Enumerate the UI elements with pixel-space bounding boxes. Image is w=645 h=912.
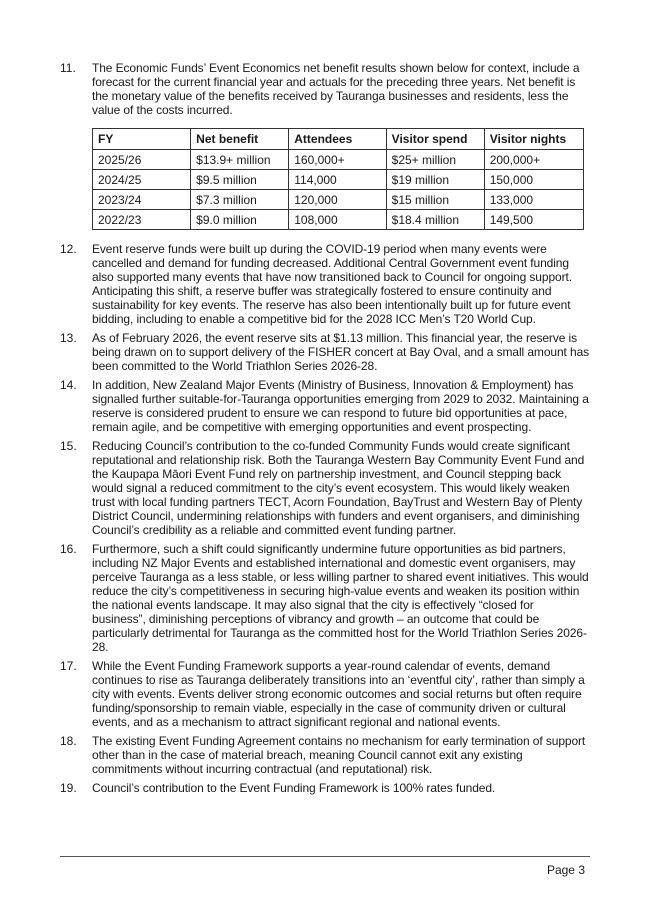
table-row xyxy=(93,170,584,190)
table-cell: 133,000 xyxy=(484,190,583,210)
paragraph-number: 19. xyxy=(60,781,77,795)
table-row xyxy=(93,210,584,230)
table-cell: $9.0 million xyxy=(191,210,289,230)
paragraph-text: The existing Event Funding Agreement contains no mechanism for early termination of support other than in the case of material breach, meaning Council cannot exit any existing commitments without incurring contractual (and reputational) risk. xyxy=(92,734,586,776)
paragraph-text: As of February 2026, the event reserve sits at $1.13 million. This financial year, the reserve is being drawn on to support delivery of the FISHER concert at Bay Oval, and a small amount has been committed to the World Triathlon Series 2026-28. xyxy=(92,331,590,373)
table-row xyxy=(93,190,584,210)
table-cell: $9.5 million xyxy=(191,170,289,190)
paragraph-number: 11. xyxy=(60,61,76,75)
paragraph-19 xyxy=(60,781,590,795)
paragraph-number: 16. xyxy=(60,542,77,556)
table-cell: 160,000+ xyxy=(289,150,386,170)
header-visitor-spend: Visitor spend xyxy=(386,129,484,150)
table-cell: 150,000 xyxy=(484,170,583,190)
event-economics-table xyxy=(92,128,584,230)
paragraph-text: Furthermore, such a shift could significantly undermine future opportunities as bid partners, including NZ Major Events and established international and domestic event organisers, may perceive Tauranga as a less stable, or less willing partner to shared event initiatives. This would reduce the city’s competitiveness in securing high-value events and weaken its position within the national events landscape. It may also signal that the city is effectively “closed for business”, diminishing perceptions of vibrancy and growth – an outcome that could be particularly detrimental for Tauranga as the committed host for the World Triathlon Series 2026-28. xyxy=(92,542,589,654)
paragraph-13 xyxy=(60,331,590,373)
table-cell: 120,000 xyxy=(289,190,386,210)
paragraph-number: 12. xyxy=(60,242,77,256)
paragraph-number: 17. xyxy=(60,659,77,673)
table-cell: $25+ million xyxy=(386,150,484,170)
table-row xyxy=(93,150,584,170)
paragraph-text: Event reserve funds were built up during the COVID-19 period when many events were cancelled and demand for funding decreased. Additional Central Government event funding also supported many events that have now transitioned back to Council for ongoing support. Anticipating this shift, a reserve buffer was strategically fostered to ensure continuity and sustainability for key events. The reserve has also been intentionally built up for future event bidding, including to enable a competitive bid for the 2028 ICC Men’s T20 World Cup. xyxy=(92,242,572,326)
table-cell: 200,000+ xyxy=(484,150,583,170)
header-attendees: Attendees xyxy=(289,129,386,150)
table-header-row xyxy=(93,129,584,150)
header-fy: FY xyxy=(93,129,191,150)
table-cell: 108,000 xyxy=(289,210,386,230)
document-body xyxy=(60,61,590,800)
header-visitor-nights: Visitor nights xyxy=(484,129,583,150)
paragraph-text: Reducing Council’s contribution to the co-funded Community Funds would create significant reputational and relationship risk. Both the Tauranga Western Bay Community Event Fund and the Kaupapa Māori Event Fund rely on partnership investment, and Council stepping back would signal a reduced commitment to the city’s event ecosystem. This would likely weaken trust with local funding partners TECT, Acorn Foundation, BayTrust and Western Bay of Plenty District Council, undermining relationships with funders and event organisers, and diminishing Council’s credibility as a reliable and committed event funding partner. xyxy=(92,439,585,537)
page-number: Page 3 xyxy=(546,863,585,877)
paragraph-12 xyxy=(60,242,590,326)
table-cell: 2025/26 xyxy=(93,150,191,170)
header-net-benefit: Net benefit xyxy=(191,129,289,150)
table-cell: $15 million xyxy=(386,190,484,210)
paragraph-14 xyxy=(60,378,590,434)
paragraph-text: In addition, New Zealand Major Events (Ministry of Business, Innovation & Employment) has signalled further suitable-for-Tauranga opportunities emerging from 2029 to 2032. Maintaining a reserve is considered prudent to ensure we can respond to future bid opportunities at pace, remain agile, and be competitive with emerging opportunities and event prospecting. xyxy=(92,378,589,434)
paragraph-17 xyxy=(60,659,590,729)
paragraph-18 xyxy=(60,734,590,776)
table-cell: $19 million xyxy=(386,170,484,190)
paragraph-number: 15. xyxy=(60,439,77,453)
paragraph-number: 18. xyxy=(60,734,77,748)
paragraph-16 xyxy=(60,542,590,654)
paragraph-11 xyxy=(60,61,590,117)
paragraph-text: The Economic Funds’ Event Economics net benefit results shown below for context, include a forecast for the current financial year and actuals for the preceding three years. Net benefit is the monetary value of the benefits received by Tauranga businesses and residents, less the value of the costs incurred. xyxy=(92,61,580,117)
table-cell: $7.3 million xyxy=(191,190,289,210)
paragraph-number: 14. xyxy=(60,378,77,392)
table-cell: 2023/24 xyxy=(93,190,191,210)
table-cell: $13.9+ million xyxy=(191,150,289,170)
table-cell: $18.4 million xyxy=(386,210,484,230)
paragraph-15 xyxy=(60,439,590,537)
table-cell: 114,000 xyxy=(289,170,386,190)
table-cell: 2022/23 xyxy=(93,210,191,230)
paragraph-text: While the Event Funding Framework supports a year-round calendar of events, demand continues to rise as Tauranga deliberately transitions into an ‘eventful city’, rather than simply a city with events. Events deliver strong economic outcomes and social returns but often require funding/sponsorship to remain viable, especially in the case of community driven or cultural events, and as a mechanism to attract significant regional and national events. xyxy=(92,659,585,729)
table-cell: 2024/25 xyxy=(93,170,191,190)
paragraph-text: Council’s contribution to the Event Funding Framework is 100% rates funded. xyxy=(92,781,496,795)
paragraph-number: 13. xyxy=(60,331,77,345)
footer-divider xyxy=(60,856,590,857)
table-cell: 149,500 xyxy=(484,210,583,230)
